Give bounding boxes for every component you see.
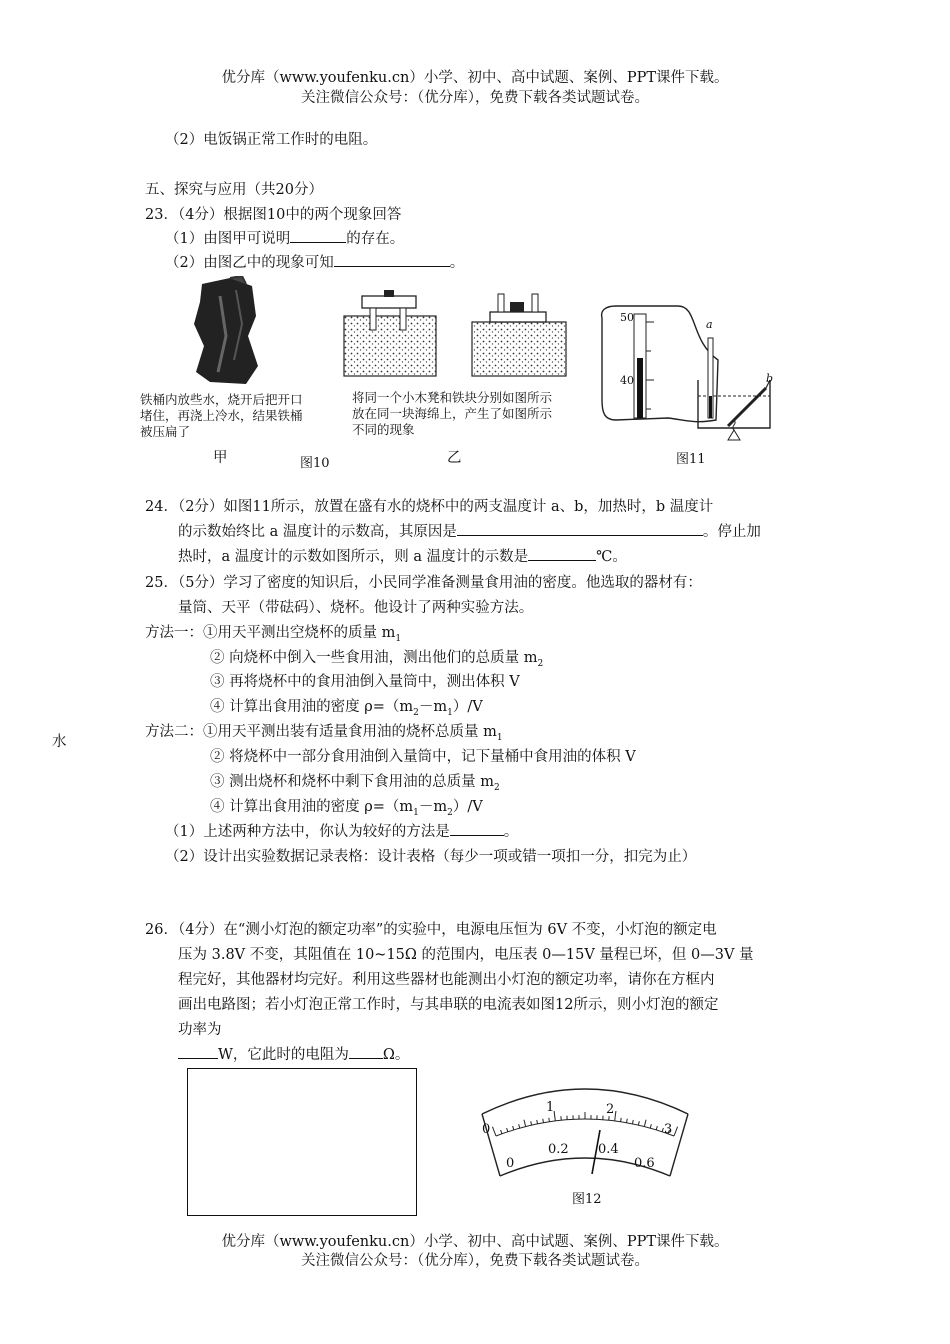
method1-step3: ③ 再将烧杯中的食用油倒入量筒中，测出体积 V <box>210 674 520 690</box>
scale-tick <box>638 1121 639 1125</box>
scale-bottom-2: 0.4 <box>598 1142 619 1157</box>
scale-tick <box>632 1120 633 1124</box>
q26-line4: 画出电路图；若小灯泡正常工作时，与其串联的电流表如图12所示，则小灯泡的额定 <box>178 997 719 1013</box>
q24-line2 <box>178 520 761 541</box>
fig11-caption: 图11 <box>676 452 706 467</box>
scale-tick <box>644 1120 646 1127</box>
scale-tick <box>501 1130 502 1134</box>
subscript: 1 <box>413 807 419 818</box>
method2-step3-text: ③ 测出烧杯和烧杯中剩下食用油的总质量 m <box>210 774 494 790</box>
subscript: 2 <box>537 658 544 669</box>
subscript: 2 <box>447 807 453 818</box>
q23-part2 <box>165 251 464 272</box>
subscript: 1 <box>395 633 402 644</box>
formula-part: ）/V <box>452 699 483 715</box>
method2-step4 <box>210 795 483 818</box>
fig10-yi-label: 乙 <box>447 450 462 466</box>
scale-tick <box>507 1128 508 1132</box>
q23-part2-text-b: 。 <box>449 255 465 271</box>
method1-step1-text: 方法一：①用天平测出空烧杯的质量 m <box>145 625 396 641</box>
q24-line3 <box>178 545 627 566</box>
q23-part2-text-a: （2）由图乙中的现象可知 <box>165 255 334 271</box>
fig10-caption: 图10 <box>300 456 330 471</box>
q25-line2: 量筒、天平（带砝码）、烧杯。他设计了两种实验方法。 <box>178 600 534 616</box>
scale-tick <box>549 1118 550 1122</box>
q26-line1: 26．（4分）在“测小灯泡的额定功率”的实验中，电源电压恒为 6V 不变，小灯泡的额定电 <box>145 922 717 938</box>
formula-part: ④ 计算出食用油的密度 ρ=（m <box>210 799 414 815</box>
subscript: 2 <box>413 707 419 718</box>
q24-line2-text-b: 。停止加 <box>702 524 761 540</box>
fig10-yi-desc: 将同一个小木凳和铁块分别如图所示放在同一块海绵上，产生了如图所示不同的现象 <box>352 390 553 437</box>
answer-blank[interactable] <box>334 252 450 267</box>
answer-blank[interactable] <box>457 521 703 536</box>
subscript: 2 <box>493 782 500 793</box>
q23-part1-text-b: 的存在。 <box>346 231 405 247</box>
method1-step4 <box>210 695 483 718</box>
q25-line1: 25．（5分）学习了密度的知识后，小民同学准备测量食用油的密度。他选取的器材有： <box>145 575 702 591</box>
q22-part2: （2）电饭锅正常工作时的电阻。 <box>165 132 378 148</box>
scale-bottom-3: 0.6 <box>634 1156 655 1171</box>
header-line-2: 关注微信公众号：（优分库），免费下载各类试题试卷。 <box>301 90 649 106</box>
scale-top-1: 1 <box>546 1100 555 1115</box>
method1-step2-text: ② 向烧杯中倒入一些食用油，测出他们的总质量 m <box>210 650 538 666</box>
q24-line3-text-b: ℃。 <box>596 549 627 565</box>
header-line-1: 优分库（www.youfenku.cn）小学、初中、高中试题、案例、PPT课件下载。 <box>221 70 729 86</box>
scale-tick <box>537 1120 538 1124</box>
scale-tick <box>513 1126 514 1130</box>
scale-tick <box>650 1124 651 1128</box>
footer-line-1: 优分库（www.youfenku.cn）小学、初中、高中试题、案例、PPT课件下载。 <box>221 1234 729 1250</box>
scale-tick <box>531 1121 532 1125</box>
answer-blank[interactable] <box>178 1044 218 1059</box>
method2-step2: ② 将烧杯中一部分食用油倒入量筒中，记下量桶中食用油的体积 V <box>210 749 636 765</box>
scale-top-3: 3 <box>664 1122 673 1137</box>
method1-step2 <box>210 646 543 669</box>
q25-part1-text-b: 。 <box>503 824 519 840</box>
formula-part: ）/V <box>452 799 483 815</box>
q23-title: 23．（4分）根据图10中的两个现象回答 <box>145 207 402 223</box>
scale-tick <box>519 1124 520 1128</box>
q26-line3: 程完好，其他器材均完好。利用这些器材也能测出小灯泡的额定功率，请你在方框内 <box>178 972 715 988</box>
q26-line6-text-b: Ω。 <box>382 1047 410 1063</box>
footer-line-2: 关注微信公众号：（优分库），免费下载各类试题试卷。 <box>301 1253 649 1269</box>
tick-50: 50 <box>620 311 634 324</box>
section-title: 五、探究与应用（共20分） <box>145 182 323 198</box>
q23-part1-text-a: （1）由图甲可说明 <box>165 231 291 247</box>
fig10-jia-desc: 铁桶内放些水，烧开后把开口堵住，再浇上冷水，结果铁桶被压扁了 <box>140 392 303 439</box>
q25-part1-text-a: （1）上述两种方法中，你认为较好的方法是 <box>165 824 450 840</box>
q26-line6-text-a: W，它此时的电阻为 <box>218 1047 349 1063</box>
scale-tick <box>674 1127 678 1136</box>
crushed-can-figure <box>190 276 262 388</box>
subscript: 1 <box>447 707 453 718</box>
scale-ticks <box>492 1111 677 1136</box>
method2-step3 <box>210 770 500 793</box>
label-b: b <box>766 372 774 385</box>
answer-blank[interactable] <box>290 228 346 243</box>
q26-line5: 功率为 <box>178 1022 222 1038</box>
fig10-jia-label: 甲 <box>213 450 228 466</box>
circuit-drawing-box[interactable] <box>187 1068 417 1216</box>
side-mark: 水 <box>52 734 67 750</box>
q24-line3-text-a: 热时，a 温度计的示数如图所示，则 a 温度计的示数是 <box>178 549 529 565</box>
tick-40: 40 <box>620 374 634 387</box>
formula-part: ④ 计算出食用油的密度 ρ=（m <box>210 699 414 715</box>
scale-tick <box>543 1119 544 1123</box>
q24-line2-text-a: 的示数始终比 a 温度计的示数高，其原因是 <box>178 524 457 540</box>
answer-blank[interactable] <box>528 546 596 561</box>
scale-tick <box>615 1111 616 1121</box>
q25-part1 <box>165 820 518 841</box>
method1-step1 <box>145 621 401 644</box>
q23-part1 <box>165 227 404 248</box>
scale-tick <box>627 1119 628 1123</box>
scale-tick <box>492 1127 496 1136</box>
scale-top-2: 2 <box>606 1102 615 1117</box>
scale-tick <box>621 1118 622 1122</box>
method2-step1 <box>145 720 503 743</box>
formula-part: －m <box>418 699 448 715</box>
scale-top-0: 0 <box>482 1122 491 1137</box>
method2-step1-text: 方法二：①用天平测出装有适量食用油的烧杯总质量 m <box>145 724 497 740</box>
formula-part: －m <box>418 799 448 815</box>
subscript: 1 <box>496 732 503 743</box>
q26-line2: 压为 3.8V 不变，其阻值在 10~15Ω 的范围内，电压表 0—15V 量程已坏，但 0—3V 量 <box>178 947 754 963</box>
q26-line6 <box>178 1043 409 1064</box>
scale-bottom-0: 0 <box>506 1156 515 1171</box>
answer-blank[interactable] <box>349 1044 383 1059</box>
answer-blank[interactable] <box>450 821 504 836</box>
q24-line1: 24．（2分）如图11所示，放置在盛有水的烧杯中的两支温度计 a、b，加热时，b 温度计 <box>145 499 714 515</box>
sponge-figures <box>338 286 578 382</box>
fig12-caption: 图12 <box>572 1192 602 1207</box>
scale-tick <box>656 1126 657 1130</box>
scale-bottom-1: 0.2 <box>548 1142 569 1157</box>
label-a: a <box>706 318 713 331</box>
scale-tick <box>524 1120 526 1127</box>
q25-part2: （2）设计出实验数据记录表格：设计表格（每少一项或错一项扣一分，扣完为止） <box>165 849 697 865</box>
